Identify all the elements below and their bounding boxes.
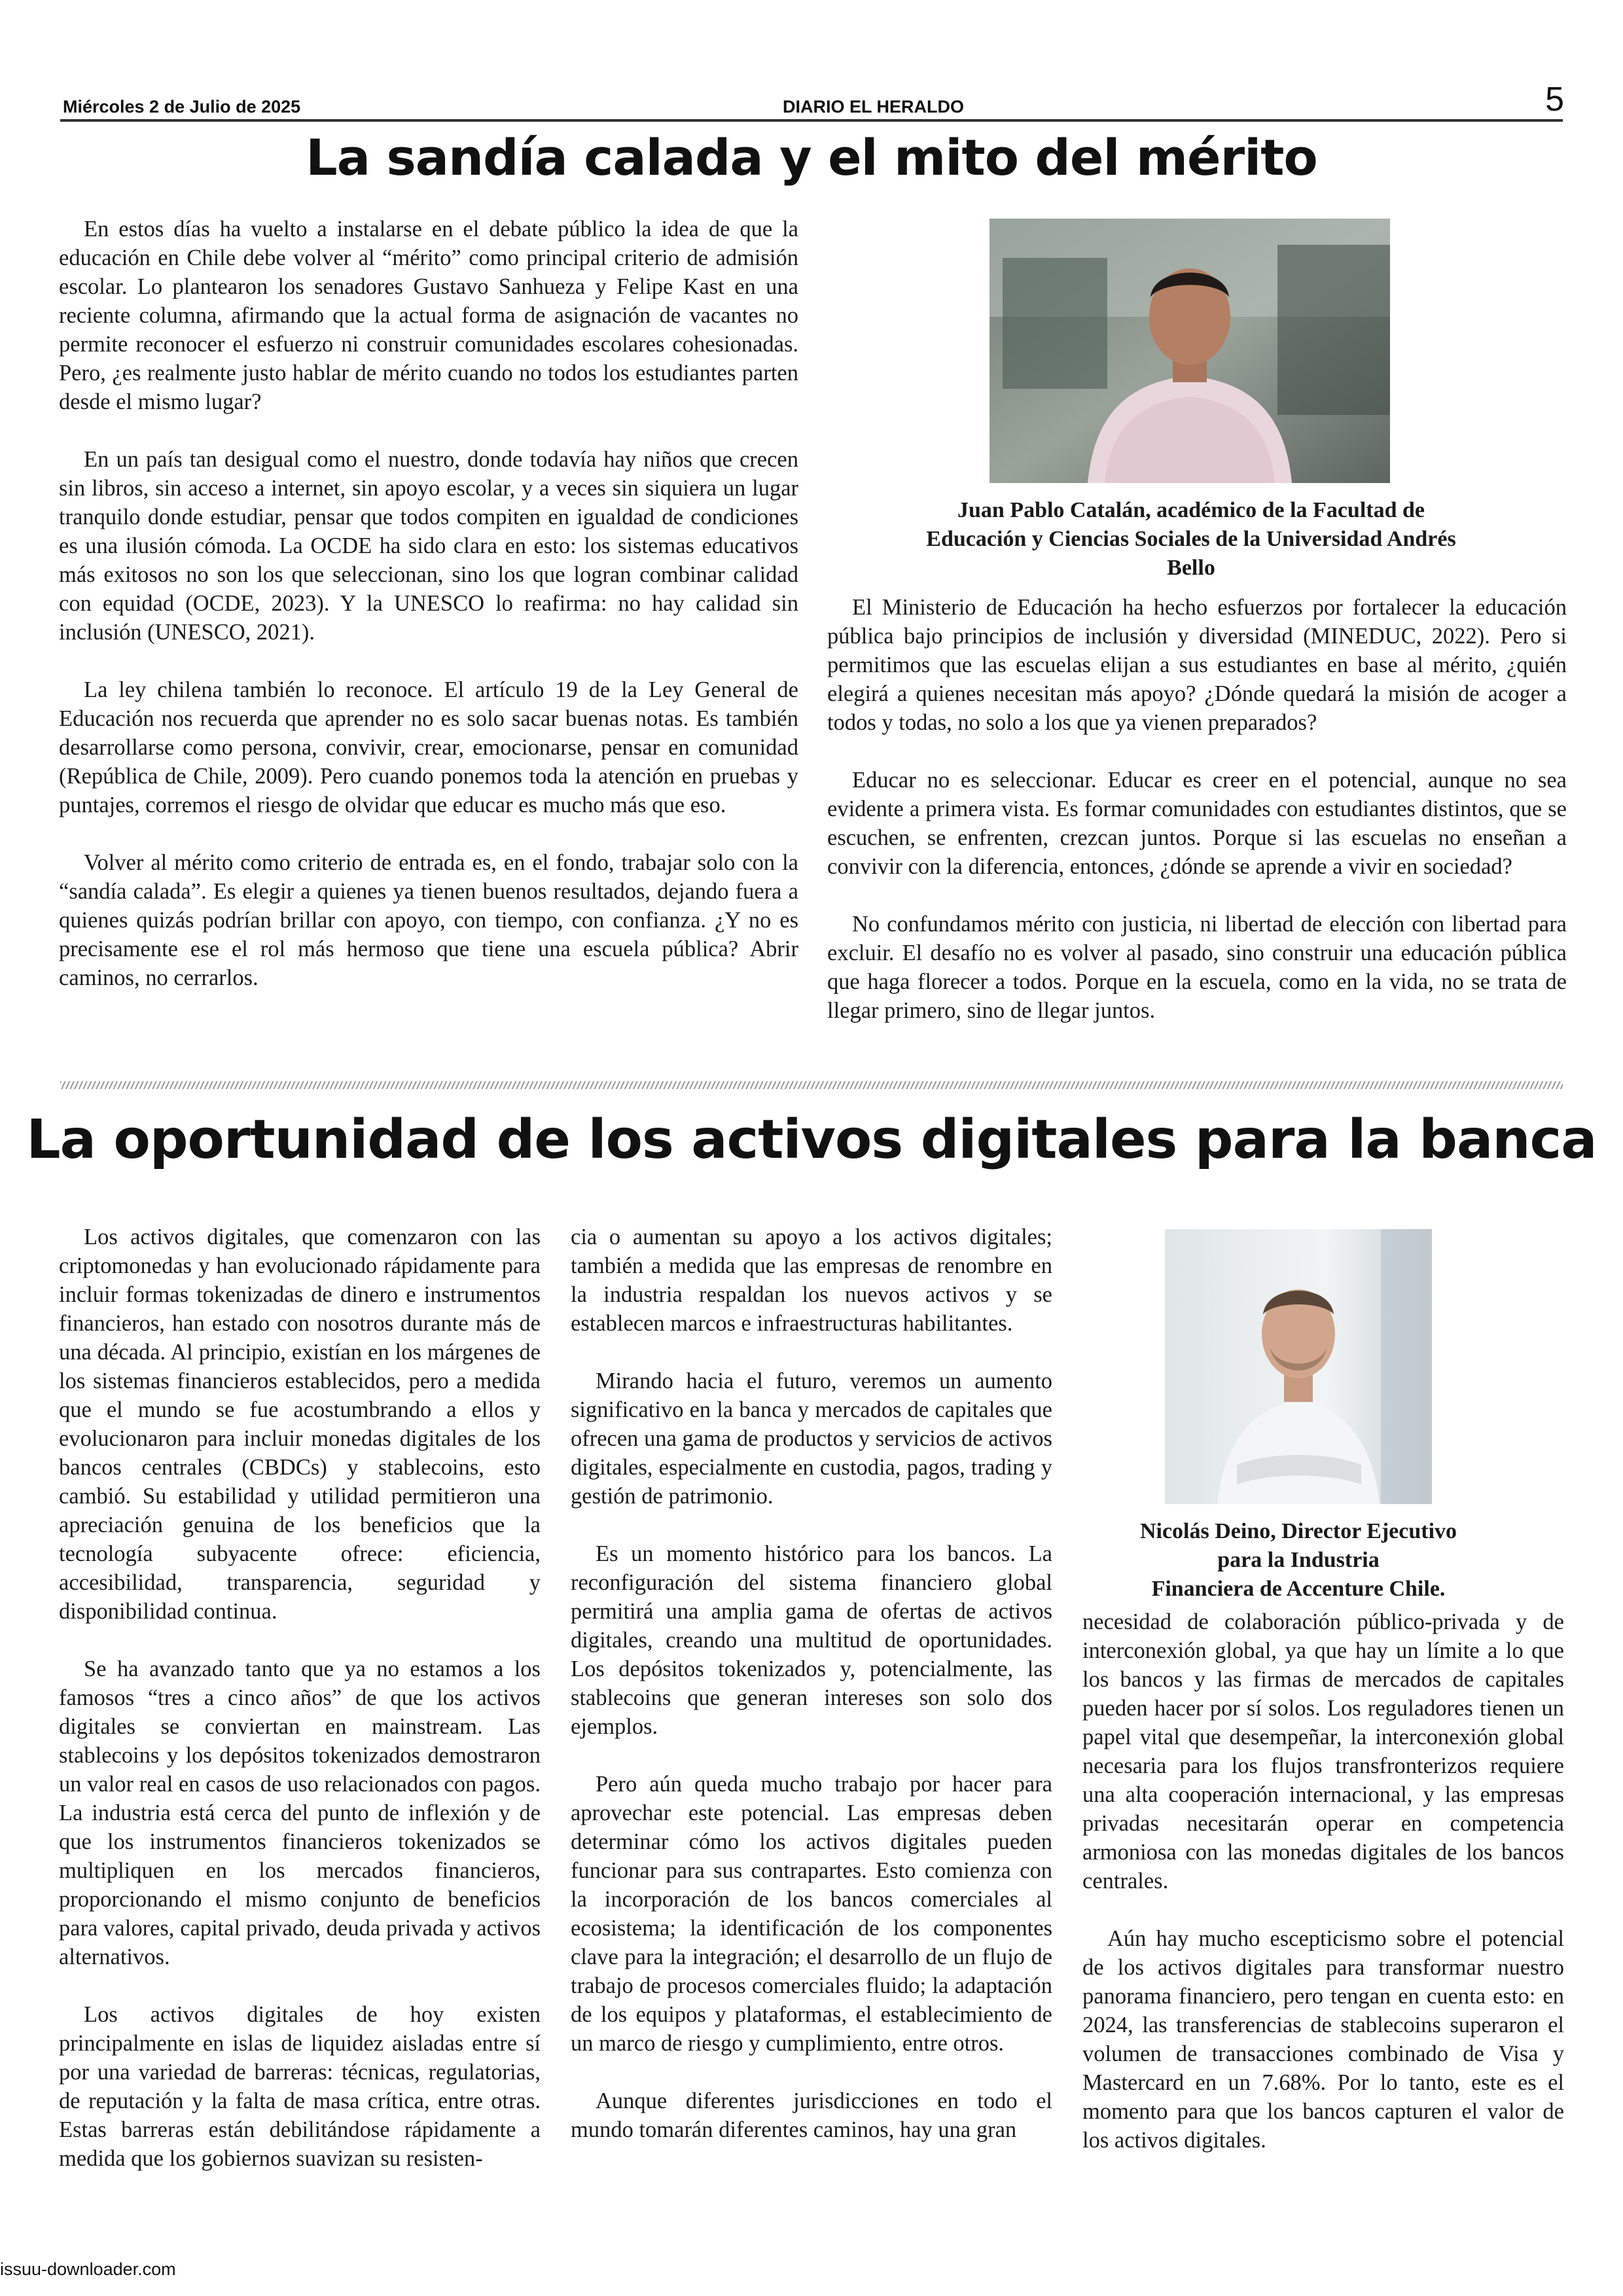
article2-column-2 <box>571 1223 1052 2144</box>
article2-author-caption <box>1082 1517 1514 1604</box>
article2-paragraph: Aún hay mucho escepticismo sobre el potencial de los activos digitales para transformar nuestro panorama financiero, pero tengan en cuenta esto: en 2024, las transferencias de stablecoins superaron el volumen de transacciones combinado de Visa y Mastercard en un 7.68%. Por lo tanto, este es el momento para que los bancos capturen el valor de los activos digitales. <box>1082 1926 1564 2153</box>
article1-paragraph: Volver al mérito como criterio de entrada es, en el fondo, trabajar solo con la “sandía calada”. Es elegir a quienes ya tienen buenos resultados, dejando fuera a quienes quizás podrían brillar con apoyo, con tiempo, con confianza. ¿Y no es precisamente ese el rol más hermoso que tiene una escuela pública? Abrir caminos, no cerrarlos. <box>59 850 798 990</box>
article2-paragraph: Los activos digitales de hoy existen principalmente en islas de liquidez aisladas entre sí por una variedad de barreras: técnicas, regulatorias, de reputación y la falta de masa crítica, entre otras. Estas barreras están debilitándose rápidamente a medida que los gobiernos suavizan su resisten- <box>59 2002 541 2171</box>
article2-paragraph: Aunque diferentes jurisdicciones en todo el mundo tomarán diferentes caminos, hay una gran <box>571 2089 1052 2142</box>
caption-line: Bello <box>1167 556 1215 580</box>
author-photo-juan-pablo-catalan <box>990 219 1390 483</box>
newspaper-name: DIARIO EL HERALDO <box>783 97 965 117</box>
section-divider <box>60 1081 1563 1089</box>
article1-right-column <box>827 593 1567 1025</box>
article2-title: La oportunidad de los activos digitales para la banca <box>26 1109 1597 1171</box>
article1-paragraph: En estos días ha vuelto a instalarse en el debate público la idea de que la educación en Chile debe volver al “mérito” como principal criterio de admisión escolar. Lo plantearon los senadores Gustavo Sanhueza y Felipe Kast en una reciente columna, afirmando que la actual forma de asignación de vacantes no permite reconocer el esfuerzo ni construir comunidades escolares cohesionadas. Pero, ¿es realmente justo hablar de mérito cuando no todos los estudiantes parten desde el mismo lugar? <box>59 217 798 414</box>
caption-line: Financiera de Accenture Chile. <box>1151 1577 1446 1601</box>
article2-paragraph: Mirando hacia el futuro, veremos un aumento significativo en la banca y mercados de capitales que ofrecen una gama de productos y servicios de activos digitales, especialmente en custodia, pagos, trading y gestión de patrimonio. <box>571 1369 1052 1509</box>
article1-paragraph: El Ministerio de Educación ha hecho esfuerzos por fortalecer la educación pública bajo principios de inclusión y diversidad (MINEDUC, 2022). Pero si permitimos que las escuelas elijan a sus estudiantes en base al mérito, ¿quién elegirá a quienes necesitan más apoyo? ¿Dónde quedará la misión de acoger a todos y todas, no solo a los que ya vienen preparados? <box>827 595 1567 735</box>
article1-paragraph: No confundamos mérito con justicia, ni libertad de elección con libertad para excluir. El desafío no es volver al pasado, sino construir una educación pública que haga florecer a todos. Porque en la escuela, como en la vida, no se trata de llegar primero, sino de llegar juntos. <box>827 912 1567 1023</box>
article2-paragraph: Es un momento histórico para los bancos. La reconfiguración del sistema financiero global permitirá una amplia gama de ofertas de activos digitales, creando una multitud de oportunidades. Los depósitos tokenizados y, potencialmente, las stablecoins que generan intereses son solo dos ejemplos. <box>571 1541 1052 1739</box>
article2-paragraph: Se ha avanzado tanto que ya no estamos a los famosos “tres a cinco años” de que los activos digitales se conviertan en mainstream. Las stablecoins y los depósitos tokenizados demostraron un valor real en casos de uso relacionados con pagos. La industria está cerca del punto de inflexión y de que los instrumentos financieros tokenizados se multipliquen en los mercados financieros, proporcionando el mismo conjunto de beneficios para valores, capital privado, deuda privada y activos alternativos. <box>59 1657 541 1969</box>
article2-paragraph: cia o aumentan su apoyo a los activos digitales; también a medida que las empresas de renombre en la industria respaldan los nuevos activos y se establecen marcos e infraestructuras habilitantes. <box>571 1225 1052 1336</box>
article1-left-column <box>59 215 798 992</box>
article1-paragraph: Educar no es seleccionar. Educar es creer en el potencial, aunque no sea evidente a primera vista. Es formar comunidades con estudiantes distintos, que se escuchen, se enfrenten, crezcan juntos. Porque si las escuelas no enseñan a convivir con la diferencia, entonces, ¿dónde se aprende a vivir en sociedad? <box>827 768 1567 879</box>
header-rule <box>60 119 1563 122</box>
article2-paragraph: Pero aún queda mucho trabajo por hacer para aprovechar este potencial. Las empresas deben determinar cómo los activos digitales pueden funcionar para sus contrapartes. Esto comienza con la incorporación de los bancos comerciales al ecosistema; la identificación de los componentes clave para la integración; el desarrollo de un flujo de trabajo de procesos comerciales fluido; la adaptación de los equipos y plataformas, el establecimiento de un marco de riesgo y cumplimiento, entre otros. <box>571 1772 1052 2056</box>
article2-column-3 <box>1082 1607 1564 2155</box>
caption-line: Nicolás Deino, Director Ejecutivo <box>1139 1519 1457 1543</box>
article2-column-1 <box>59 1223 541 2173</box>
watermark: issuu-downloader.com <box>0 2259 176 2279</box>
author-photo-nicolas-deino <box>1165 1229 1432 1504</box>
caption-line: Juan Pablo Catalán, académico de la Facultad de <box>957 498 1425 522</box>
article1-title: La sandía calada y el mito del mérito <box>306 128 1317 187</box>
article2-paragraph: necesidad de colaboración público-privada y de interconexión global, ya que hay un límite a lo que los bancos y las firmas de mercados de capitales pueden hacer por sí solos. Los reguladores tienen un papel vital que desempeñar, la interconexión global necesaria para los flujos transfronterizos requiere una alta cooperación internacional, y las empresas privadas necesitarán operar en competencia armoniosa con las monedas digitales de los bancos centrales. <box>1082 1609 1564 1893</box>
page-number: 5 <box>1545 81 1564 118</box>
caption-line: Educación y Ciencias Sociales de la Universidad Andrés <box>926 527 1456 551</box>
article1-paragraph: En un país tan desigual como el nuestro, donde todavía hay niños que crecen sin libros, sin acceso a internet, sin apoyo escolar, y a veces sin siquiera un lugar tranquilo donde estudiar, pensar que todos compiten en igualdad de condiciones es una ilusión cómoda. La OCDE ha sido clara en esto: los sistemas educativos más exitosos no son los que seleccionan, sino los que logran combinar calidad con equidad (OCDE, 2023). Y la UNESCO lo reafirma: no hay calidad sin inclusión (UNESCO, 2021). <box>59 447 798 645</box>
issue-date: Miércoles 2 de Julio de 2025 <box>63 97 301 117</box>
article1-author-caption <box>831 496 1551 583</box>
article1-paragraph: La ley chilena también lo reconoce. El artículo 19 de la Ley General de Educación nos recuerda que aprender no es solo sacar buenas notas. Es también desarrollarse como persona, convivir, crear, emocionarse, pensar en comunidad (República de Chile, 2009). Pero cuando ponemos toda la atención en pruebas y puntajes, corremos el riesgo de olvidar que educar es mucho más que eso. <box>59 677 798 817</box>
article2-paragraph: Los activos digitales, que comenzaron con las criptomonedas y han evolucionado rápidamente para incluir formas tokenizadas de dinero e instrumentos financieros, han estado con nosotros durante más de una década. Al principio, existían en los márgenes de los sistemas financieros establecidos, pero a medida que el mundo se fue acostumbrando a ellos y evolucionaron para incluir monedas digitales de los bancos centrales (CBDCs) y stablecoins, esto cambió. Su estabilidad y utilidad permitieron una apreciación genuina de los beneficios que la tecnología subyacente ofrece: eficiencia, accesibilidad, transparencia, seguridad y disponibilidad continua. <box>59 1225 541 1624</box>
caption-line: para la Industria <box>1217 1548 1380 1572</box>
